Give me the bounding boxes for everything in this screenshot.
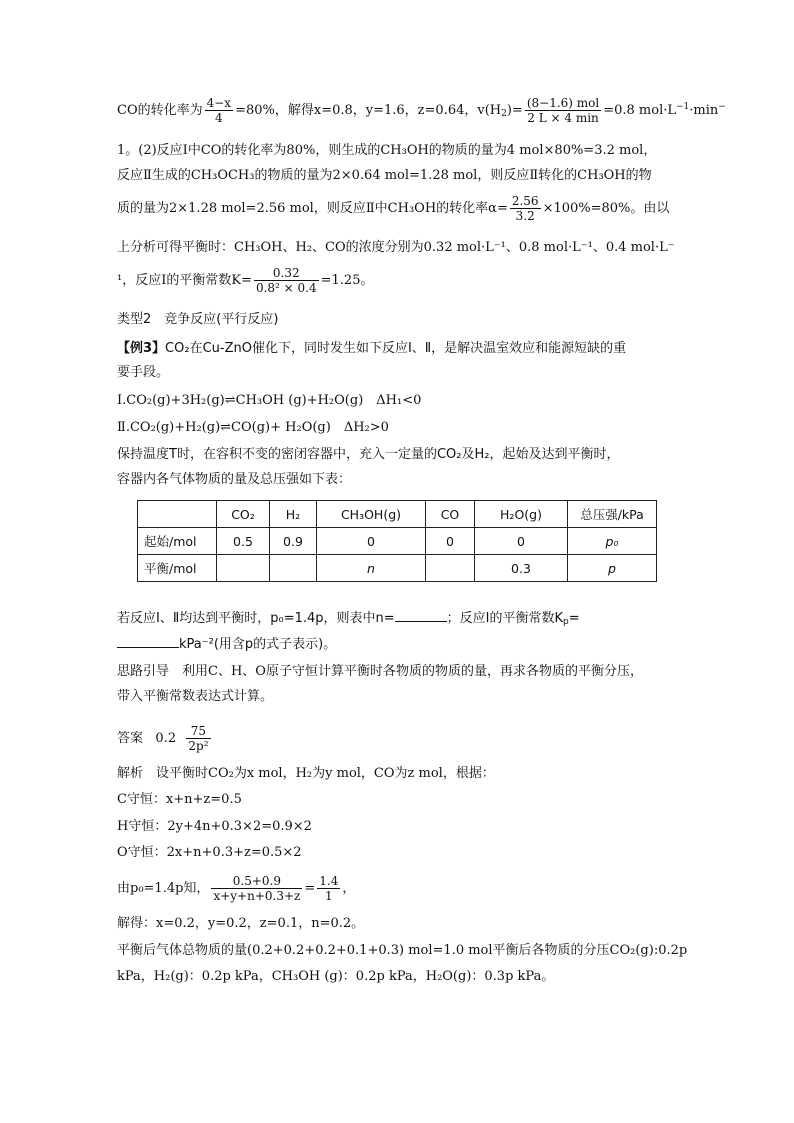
numerator: (8−1.6) mol bbox=[526, 96, 600, 110]
answer-label: 答案 bbox=[117, 731, 144, 746]
table-cell bbox=[270, 555, 317, 582]
numerator: 0.32 bbox=[254, 266, 319, 281]
numerator: 75 bbox=[186, 724, 210, 739]
numerator: 1.4 bbox=[319, 874, 339, 888]
reaction-2: Ⅱ.CO₂(g)+H₂(g)⇌CO(g)+ H₂O(g) ΔH₂>0 bbox=[117, 420, 389, 435]
table-cell: p bbox=[568, 555, 657, 582]
solution-line-6 bbox=[117, 266, 682, 295]
condition-line-1: 保持温度T时，在容积不变的密闭容器中，充入一定量的CO₂及H₂，起始及达到平衡时， bbox=[117, 447, 620, 462]
solution-line-3: 反应Ⅱ生成的CH₃OCH₃的物质的量为2×0.64 mol=1.28 mol，则反应Ⅱ转化的CH₃OH的物 bbox=[117, 168, 652, 183]
table-cell: 平衡/mol bbox=[138, 555, 217, 582]
solution-line-2: 1。(2)反应Ⅰ中CO的转化率为80%，则生成的CH₃OH的物质的量为4 mol×80%=3.2 mol， bbox=[117, 143, 657, 158]
table-header-cell: CO₂ bbox=[217, 501, 270, 528]
table-cell: 起始/mol bbox=[138, 528, 217, 555]
text: kPa⁻²(用含p的式子表示)。 bbox=[179, 637, 337, 652]
text: )= bbox=[506, 103, 523, 118]
table-cell bbox=[217, 555, 270, 582]
denominator: 2p² bbox=[188, 739, 209, 753]
fraction bbox=[254, 266, 319, 295]
fraction bbox=[205, 96, 233, 125]
superscript: − bbox=[718, 102, 726, 112]
table-cell: 0.3 bbox=[475, 555, 568, 582]
condition-line-2: 容器内各气体物质的量及总压强如下表： bbox=[117, 472, 352, 487]
table-row bbox=[138, 528, 657, 555]
denominator: x+y+n+0.3+z bbox=[213, 889, 301, 903]
answer-blank-kp[interactable] bbox=[117, 635, 179, 648]
superscript: −1 bbox=[676, 102, 690, 112]
type-heading: 类型2 竞争反应(平行反应) bbox=[117, 312, 279, 327]
table-header-cell: CH₃OH(g) bbox=[317, 501, 426, 528]
denominator: 2 L × 4 min bbox=[527, 111, 599, 125]
total-line-2: kPa，H₂(g)：0.2p kPa，CH₃OH (g)：0.2p kPa，H₂O(g)：0.3p kPa。 bbox=[117, 969, 555, 984]
table-header-cell: 总压强/kPa bbox=[568, 501, 657, 528]
analysis-line: 解析 设平衡时CO₂为x mol，H₂为y mol，CO为z mol，根据： bbox=[117, 766, 495, 781]
example-line-1 bbox=[117, 339, 682, 359]
text: = bbox=[304, 881, 316, 896]
total-line-1: 平衡后气体总物质的量(0.2+0.2+0.2+0.1+0.3) mol=1.0 mol平衡后各物质的分压CO₂(g):0.2p bbox=[117, 943, 688, 958]
denominator: 3.2 bbox=[515, 209, 535, 223]
denominator: 0.8² × 0.4 bbox=[255, 281, 317, 295]
text: =0.8 mol·L bbox=[603, 103, 677, 118]
text: 若反应Ⅰ、Ⅱ均达到平衡时，p₀=1.4p，则表中n= bbox=[117, 611, 395, 626]
text: 由p₀=1.4p知， bbox=[117, 881, 210, 896]
pressure-ratio-line bbox=[117, 874, 682, 903]
fraction bbox=[211, 874, 302, 903]
h-conservation: H守恒：2y+4n+0.3×2=0.9×2 bbox=[117, 819, 312, 834]
answer-line bbox=[117, 724, 682, 753]
table-cell: 0 bbox=[317, 528, 426, 555]
text: CO的转化率为 bbox=[117, 103, 203, 118]
table-cell: 0 bbox=[475, 528, 568, 555]
text: ¹，反应Ⅰ的平衡常数K= bbox=[117, 273, 252, 288]
table-cell bbox=[426, 555, 475, 582]
text: = bbox=[568, 611, 580, 626]
table-header-cell bbox=[138, 501, 217, 528]
text: =1.25。 bbox=[320, 273, 374, 288]
hint-line-2: 带入平衡常数表达式计算。 bbox=[117, 689, 274, 704]
solution-line-5: 上分析可得平衡时：CH₃OH、H₂、CO的浓度分别为0.32 mol·L⁻¹、0.8 mol·L⁻¹、0.4 mol·L⁻ bbox=[117, 240, 675, 255]
table-row bbox=[138, 555, 657, 582]
answer-value: 0.2 bbox=[155, 731, 177, 746]
solve-line: 解得：x=0.2，y=0.2，z=0.1，n=0.2。 bbox=[117, 916, 365, 931]
table-header-cell: H₂ bbox=[270, 501, 317, 528]
table-header-cell: H₂O(g) bbox=[475, 501, 568, 528]
solution-line-4 bbox=[117, 194, 682, 223]
table-header-cell: CO bbox=[426, 501, 475, 528]
text: ；反应Ⅰ的平衡常数K bbox=[446, 611, 564, 626]
answer-blank-n[interactable] bbox=[395, 609, 447, 622]
table-cell: 0.5 bbox=[217, 528, 270, 555]
reaction-1: Ⅰ.CO₂(g)+3H₂(g)⇌CH₃OH (g)+H₂O(g) ΔH₁<0 bbox=[117, 393, 422, 408]
fraction bbox=[510, 194, 541, 223]
fraction bbox=[525, 96, 601, 125]
table-cell: p₀ bbox=[568, 528, 657, 555]
text: ， bbox=[342, 881, 356, 896]
question-line-1 bbox=[117, 609, 682, 632]
text: ×100%=80%。由以 bbox=[542, 201, 670, 216]
table-header-row bbox=[138, 501, 657, 528]
solution-line-1 bbox=[117, 96, 726, 125]
table-cell: 0.9 bbox=[270, 528, 317, 555]
subscript: p bbox=[563, 617, 569, 627]
denominator: 4 bbox=[215, 111, 223, 125]
subscript: 2 bbox=[501, 109, 507, 119]
text: 质的量为2×1.28 mol=2.56 mol，则反应Ⅱ中CH₃OH的转化率α= bbox=[117, 201, 508, 216]
hint-line-1: 思路引导 利用C、H、O原子守恒计算平衡时各物质的物质的量，再求各物质的平衡分压， bbox=[117, 664, 643, 679]
numerator: 0.5+0.9 bbox=[211, 874, 302, 889]
equilibrium-table bbox=[137, 500, 657, 582]
numerator: 2.56 bbox=[511, 194, 539, 208]
text: ·min bbox=[689, 103, 719, 118]
text: =80%，解得x=0.8，y=1.6，z=0.64，v(H bbox=[235, 103, 502, 118]
text: CO₂在Cu-ZnO催化下，同时发生如下反应Ⅰ、Ⅱ，是解决温室效应和能源短缺的重 bbox=[165, 341, 627, 356]
numerator: 4−x bbox=[206, 96, 232, 110]
o-conservation: O守恒：2x+n+0.3+z=0.5×2 bbox=[117, 845, 302, 860]
table-cell: n bbox=[317, 555, 426, 582]
c-conservation: C守恒：x+n+z=0.5 bbox=[117, 792, 242, 807]
question-line-2 bbox=[117, 635, 682, 655]
fraction bbox=[317, 874, 340, 903]
fraction bbox=[186, 724, 210, 753]
example-label: 【例3】 bbox=[117, 341, 166, 356]
table-cell: 0 bbox=[426, 528, 475, 555]
example-line-2: 要手段。 bbox=[117, 365, 170, 380]
denominator: 1 bbox=[324, 889, 333, 903]
